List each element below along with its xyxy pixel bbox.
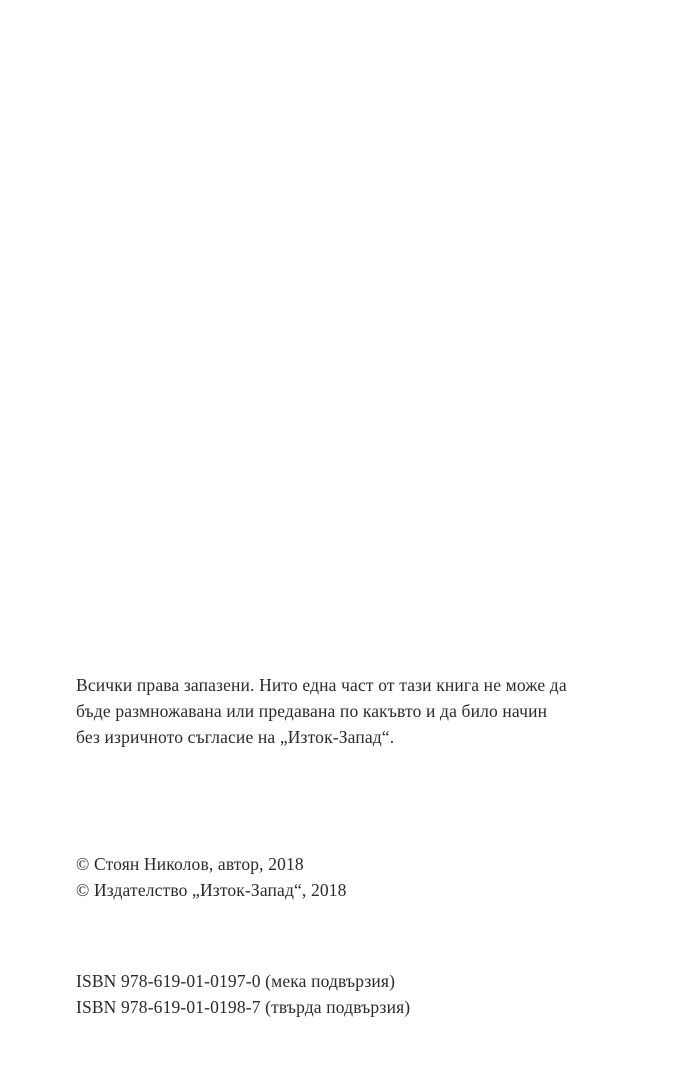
rights-notice — [76, 672, 656, 750]
copyright-statements — [76, 851, 656, 903]
isbn-list — [76, 968, 656, 1020]
rights-notice-line: бъде размножавана или предавана по какъвто и да било начин — [76, 701, 548, 721]
rights-notice-line: Всички права запазени. Нито една част от тази книга не може да — [76, 675, 567, 695]
publisher-copyright: © Издателство „Изток-Запад“, 2018 — [76, 880, 347, 900]
isbn-hardcover: ISBN 978-619-01-0198-7 (твърда подвързия) — [76, 997, 411, 1017]
isbn-paperback: ISBN 978-619-01-0197-0 (мека подвързия) — [76, 971, 396, 991]
author-copyright: © Стоян Николов, автор, 2018 — [76, 854, 304, 874]
rights-notice-line: без изричното съгласие на „Изток-Запад“. — [76, 727, 395, 747]
